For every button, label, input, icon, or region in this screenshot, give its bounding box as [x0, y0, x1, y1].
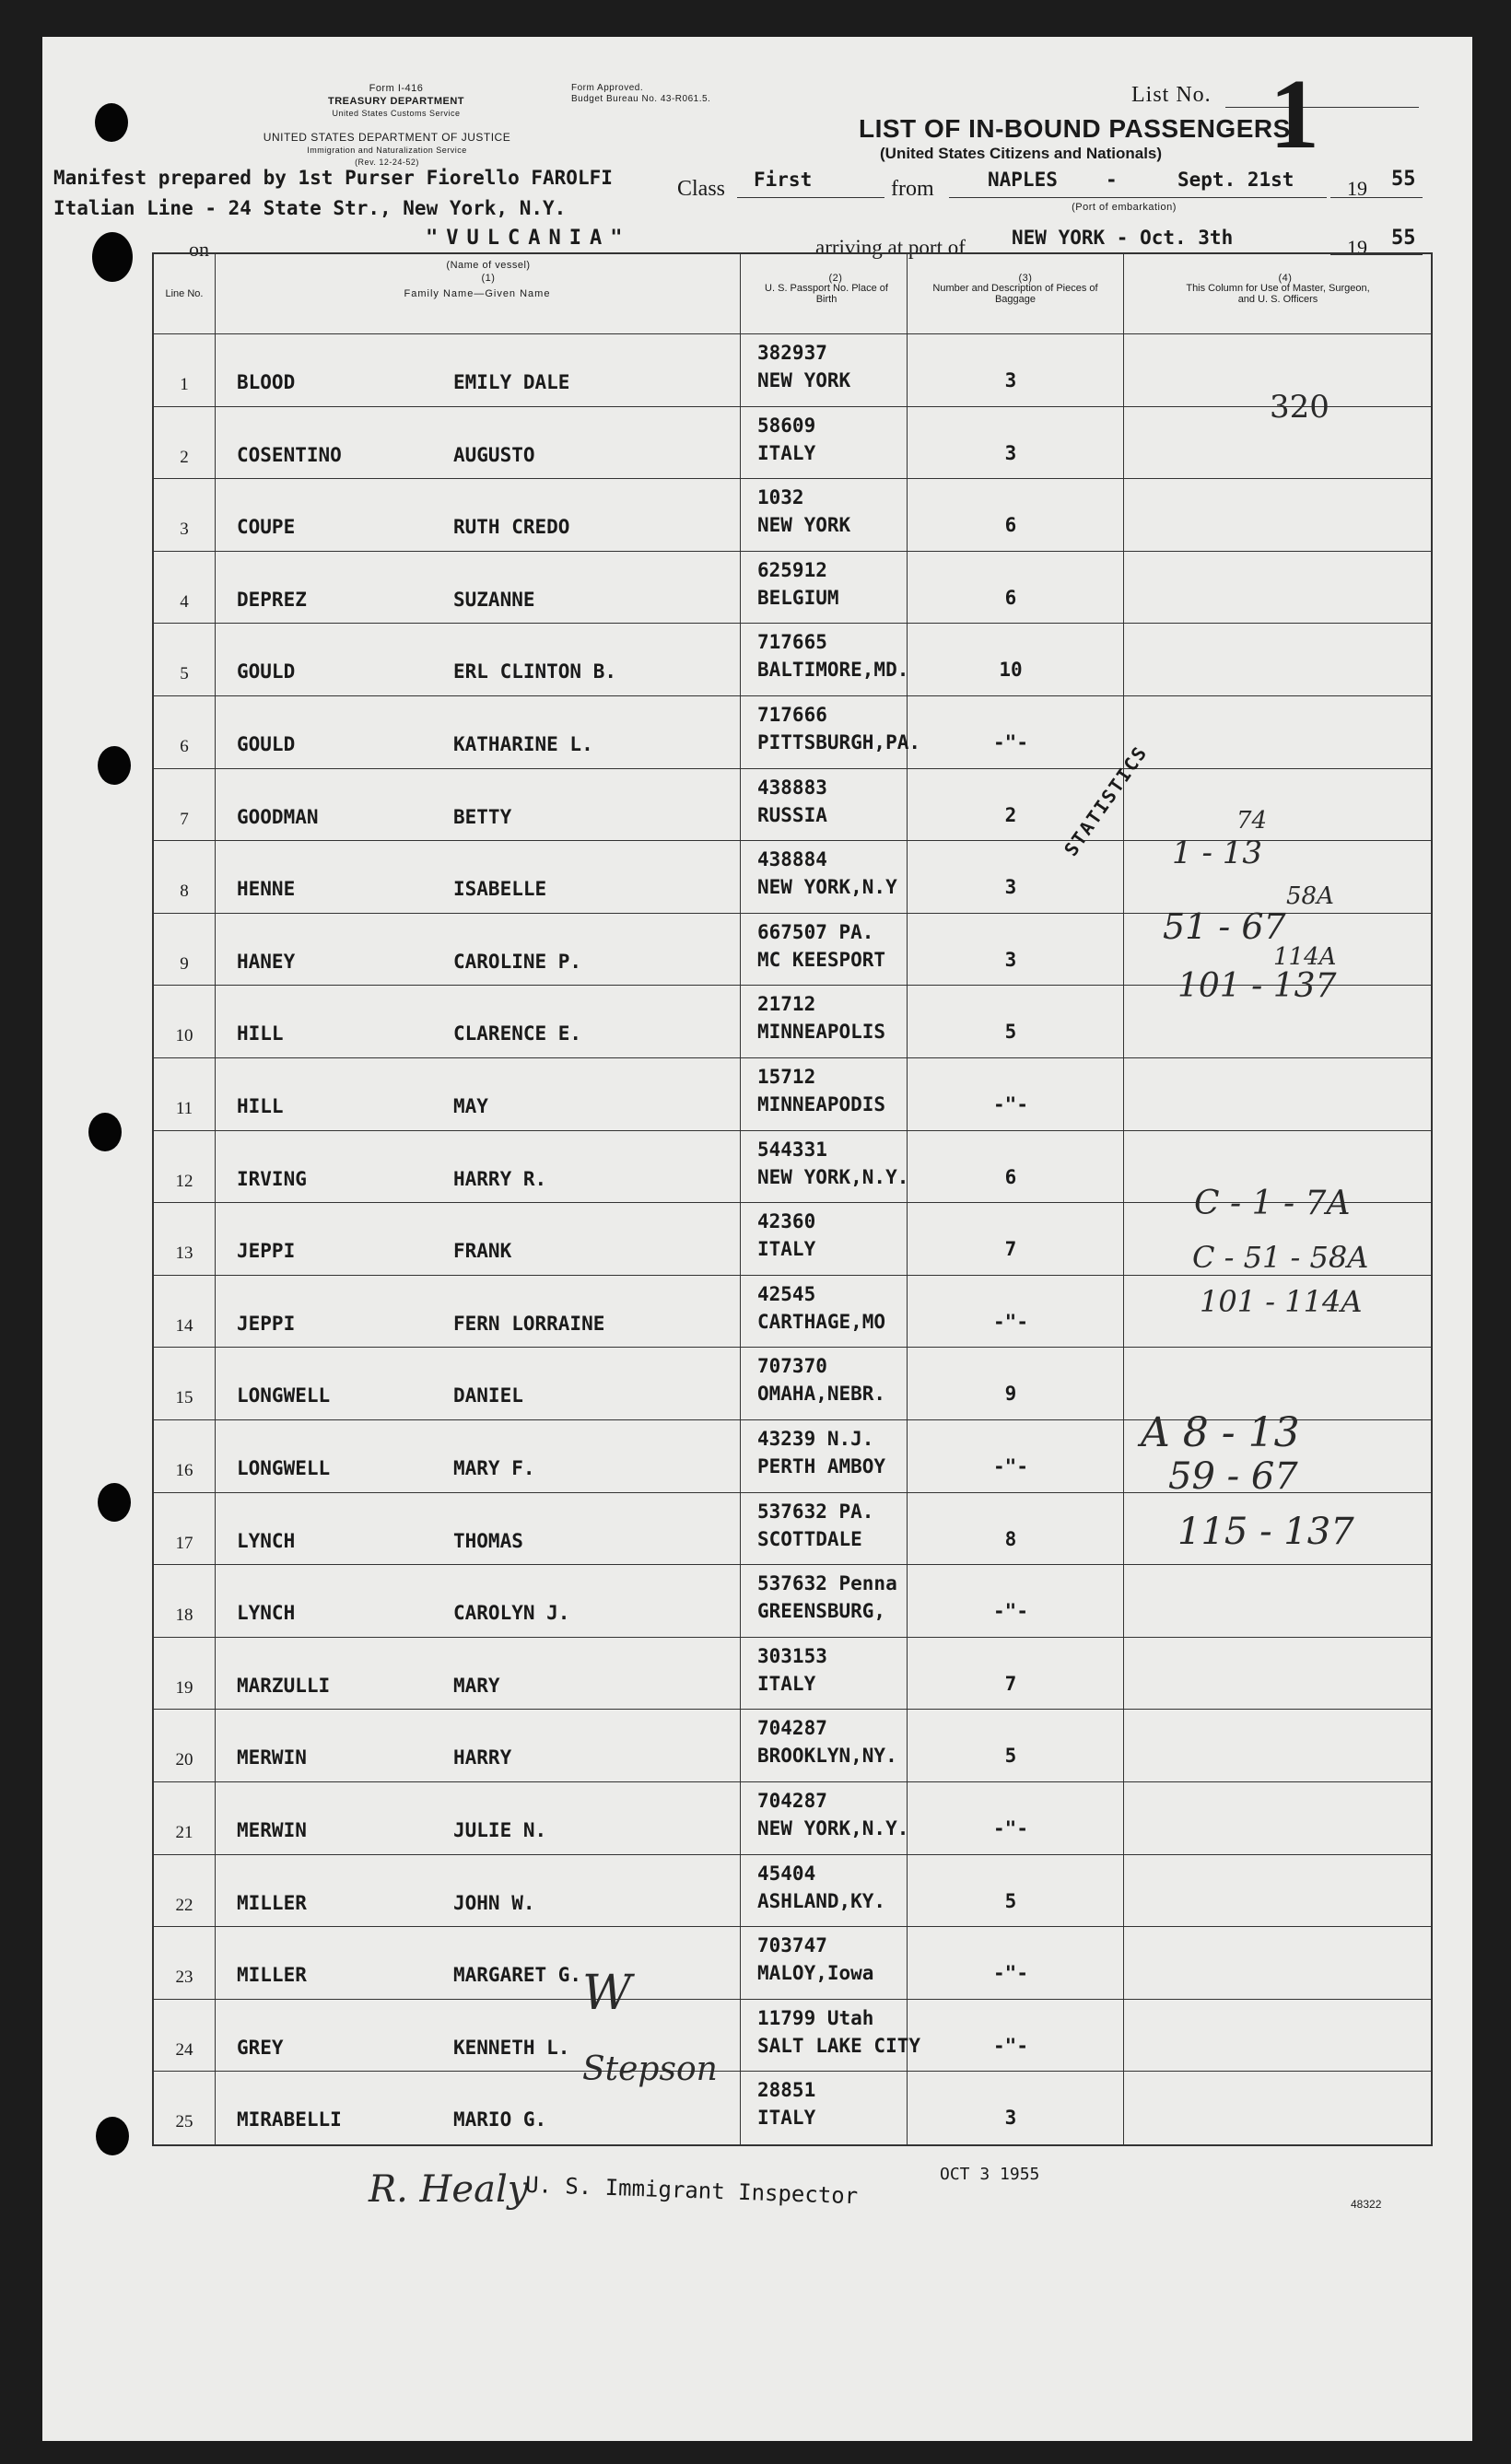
given-name: MARY F.: [453, 1457, 535, 1479]
ins-name: Immigration and Naturalization Service: [307, 146, 467, 155]
line-number: 15: [175, 1388, 193, 1408]
annotation-b2: C - 51 - 58A: [1192, 1240, 1369, 1275]
baggage-count: 3: [1004, 2107, 1017, 2130]
year-prefix: 19: [1347, 177, 1367, 200]
annotation-a5: 114A: [1273, 943, 1337, 971]
customs-name: United States Customs Service: [332, 109, 461, 118]
baggage-count: -"-: [993, 1962, 1028, 1985]
baggage-count: 8: [1004, 1527, 1017, 1550]
place-of-birth: NEW YORK,N.Y.: [757, 1165, 909, 1188]
place-of-birth: ITALY: [757, 1238, 816, 1261]
baggage-count: 3: [1004, 876, 1017, 899]
baggage-count: -"-: [993, 731, 1028, 753]
passport-no: 704287: [757, 1717, 827, 1740]
passport-no: 438883: [757, 776, 827, 799]
line-number: 2: [180, 447, 189, 467]
place-of-birth: CARTHAGE,MO: [757, 1310, 886, 1333]
revision: (Rev. 12-24-52): [355, 158, 419, 167]
line-number: 17: [175, 1533, 193, 1553]
given-name: CAROLYN J.: [453, 1602, 570, 1625]
place-of-birth: SALT LAKE CITY: [757, 2034, 921, 2057]
given-name: THOMAS: [453, 1529, 523, 1552]
passport-no: 42545: [757, 1282, 816, 1305]
place-of-birth: MC KEESPORT: [757, 948, 886, 971]
baggage-count: 7: [1004, 1672, 1017, 1695]
family-name: BLOOD: [237, 371, 296, 393]
passport-no: 707370: [757, 1355, 827, 1378]
place-of-birth: BELGIUM: [757, 586, 839, 609]
given-name: BETTY: [453, 805, 512, 828]
table-row: [154, 1781, 1431, 1855]
form-code: 48322: [1351, 2198, 1382, 2211]
departure-year: 55: [1391, 168, 1416, 191]
annotation-stepson: Stepson: [582, 2050, 718, 2088]
family-name: COUPE: [237, 516, 296, 539]
arrival-port-date: NEW YORK - Oct. 3th: [1012, 227, 1234, 249]
family-name: MARZULLI: [237, 1674, 331, 1697]
line-number: 14: [175, 1315, 193, 1336]
passport-no: 703747: [757, 1934, 827, 1957]
line-number: 11: [175, 1099, 193, 1118]
given-name: ERL CLINTON B.: [453, 660, 617, 683]
given-name: JOHN W.: [453, 1891, 535, 1914]
passport-no: 537632 PA.: [757, 1500, 874, 1523]
baggage-count: -"-: [993, 2034, 1028, 2057]
given-name: MAY: [453, 1095, 488, 1117]
place-of-birth: SCOTTDALE: [757, 1527, 862, 1550]
given-name: DANIEL: [453, 1384, 523, 1407]
given-name: MARY: [453, 1674, 500, 1697]
given-name: HARRY R.: [453, 1167, 547, 1190]
place-of-birth: RUSSIA: [757, 803, 827, 826]
family-name: LONGWELL: [237, 1384, 331, 1407]
place-of-birth: GREENSBURG,: [757, 1600, 886, 1623]
annotation-a6: 101 - 137: [1177, 967, 1337, 1005]
port-caption: (Port of embarkation): [1072, 202, 1177, 213]
table-row: [154, 333, 1431, 407]
line-number: 6: [180, 737, 189, 756]
statistics-stamp: STATISTICS: [1060, 741, 1153, 860]
baggage-count: -"-: [993, 1600, 1028, 1623]
place-of-birth: OMAHA,NEBR.: [757, 1383, 886, 1406]
annotation-320: 320: [1270, 389, 1329, 426]
col2-caption: (2): [828, 273, 843, 284]
baggage-count: 5: [1004, 1889, 1017, 1912]
form-title: LIST OF IN-BOUND PASSENGERS: [859, 114, 1291, 143]
list-no-label: List No.: [1131, 83, 1212, 107]
given-name: AUGUSTO: [453, 443, 535, 466]
stamp-date: OCT 3 1955: [940, 2165, 1040, 2184]
budget-no: Budget Bureau No. 43-R061.5.: [571, 94, 711, 104]
table-row: [154, 1637, 1431, 1711]
line-number: 9: [180, 953, 189, 974]
annotation-a3: 58A: [1286, 882, 1334, 910]
table-row: [154, 1854, 1431, 1928]
line-number: 10: [175, 1026, 193, 1046]
place-of-birth: NEW YORK: [757, 514, 851, 537]
given-name: MARGARET G.: [453, 1964, 582, 1987]
family-name: GOULD: [237, 733, 296, 755]
annotation-a2: 1 - 13: [1172, 835, 1262, 871]
baggage-count: 9: [1004, 1383, 1017, 1406]
family-name: MERWIN: [237, 1746, 307, 1769]
table-row: [154, 551, 1431, 625]
place-of-birth: PITTSBURGH,PA.: [757, 731, 921, 753]
baggage-count: 5: [1004, 1745, 1017, 1768]
line-number: 7: [180, 809, 189, 829]
line-number: 25: [175, 2112, 193, 2132]
baggage-count: 6: [1004, 1165, 1017, 1188]
inspector-title: U. S. Immigrant Inspector: [524, 2171, 859, 2210]
place-of-birth: NEW YORK,N.Y.: [757, 1817, 909, 1839]
line-number: 1: [180, 375, 189, 394]
header-baggage: Number and Description of Pieces of Baggage: [932, 283, 1098, 305]
family-name: MILLER: [237, 1891, 307, 1914]
passport-no: 625912: [757, 558, 827, 581]
place-of-birth: MALOY,Iowa: [757, 1962, 874, 1985]
family-name: IRVING: [237, 1167, 307, 1190]
family-name: HILL: [237, 1022, 284, 1045]
dept-name: TREASURY DEPARTMENT: [327, 96, 465, 107]
punch-hole: [98, 746, 131, 785]
vessel-caption: (Name of vessel): [446, 260, 531, 271]
given-name: EMILY DALE: [453, 371, 570, 393]
passport-no: 303153: [757, 1644, 827, 1667]
line-number: 18: [175, 1606, 193, 1626]
passport-no: 382937: [757, 342, 827, 364]
baggage-count: 2: [1004, 803, 1017, 826]
table-row: [154, 1564, 1431, 1638]
family-name: GOODMAN: [237, 805, 319, 828]
place-of-birth: PERTH AMBOY: [757, 1455, 886, 1477]
baggage-count: 6: [1004, 586, 1017, 609]
place-of-birth: ITALY: [757, 1672, 816, 1695]
table-row: [154, 623, 1431, 696]
line-number: 20: [175, 1750, 193, 1770]
annotation-c3: 115 - 137: [1177, 1511, 1354, 1553]
passport-no: 438884: [757, 848, 827, 871]
line-number: 8: [180, 882, 189, 902]
family-name: LYNCH: [237, 1602, 296, 1625]
punch-hole: [95, 103, 128, 142]
family-name: COSENTINO: [237, 443, 342, 466]
passport-no: 11799 Utah: [757, 2006, 874, 2029]
family-name: GOULD: [237, 660, 296, 683]
class-label: Class: [677, 177, 726, 201]
line-number: 21: [175, 1823, 193, 1842]
given-name: MARIO G.: [453, 2108, 547, 2131]
table-row: [154, 1057, 1431, 1131]
arrival-year: 55: [1391, 227, 1416, 250]
family-name: JEPPI: [237, 1312, 296, 1335]
given-name: ISABELLE: [453, 878, 547, 901]
family-name: MILLER: [237, 1964, 307, 1987]
given-name: KATHARINE L.: [453, 733, 593, 755]
place-of-birth: ITALY: [757, 2107, 816, 2130]
baggage-count: -"-: [993, 1817, 1028, 1839]
family-name: JEPPI: [237, 1240, 296, 1263]
on-label: on: [189, 238, 209, 261]
passport-no: 537632 Penna: [757, 1572, 897, 1595]
given-name: FRANK: [453, 1240, 512, 1263]
table-row: [154, 2071, 1431, 2144]
year-prefix-arrive: 19: [1347, 236, 1367, 259]
from-port: NAPLES: [988, 169, 1058, 191]
from-dash: -: [1106, 169, 1118, 191]
header-name: Family Name—Given Name: [404, 288, 551, 299]
annotation-c2: 59 - 67: [1168, 1455, 1298, 1498]
place-of-birth: NEW YORK: [757, 369, 851, 391]
punch-hole: [92, 232, 133, 282]
header-line-no: Line No.: [165, 288, 204, 299]
line-number: 16: [175, 1461, 193, 1480]
given-name: FERN LORRAINE: [453, 1312, 605, 1335]
passport-no: 1032: [757, 486, 804, 509]
family-name: HENNE: [237, 878, 296, 901]
place-of-birth: ASHLAND,KY.: [757, 1889, 886, 1912]
passport-no: 704287: [757, 1790, 827, 1812]
line-number: 23: [175, 1968, 193, 1988]
line-number: 19: [175, 1677, 193, 1698]
line-number: 5: [180, 664, 189, 684]
passport-no: 544331: [757, 1138, 827, 1161]
place-of-birth: NEW YORK,N.Y: [757, 876, 897, 899]
baggage-count: 6: [1004, 514, 1017, 537]
form-number: Form I-416: [369, 83, 424, 94]
given-name: KENNETH L.: [453, 2036, 570, 2059]
baggage-count: 3: [1004, 369, 1017, 391]
class-value: First: [754, 169, 813, 191]
family-name: MIRABELLI: [237, 2108, 342, 2131]
passport-no: 717665: [757, 631, 827, 654]
annotation-b1: C - 1 - 7A: [1194, 1185, 1351, 1222]
baggage-count: -"-: [993, 1455, 1028, 1477]
baggage-count: 5: [1004, 1021, 1017, 1044]
family-name: DEPREZ: [237, 588, 307, 611]
passport-no: 15712: [757, 1066, 816, 1088]
given-name: SUZANNE: [453, 588, 535, 611]
table-row: [154, 478, 1431, 552]
manifest-prepared-by: Manifest prepared by 1st Purser Fiorello FAROLFI: [53, 167, 613, 189]
passport-no: 43239 N.J.: [757, 1428, 874, 1450]
passport-no: 28851: [757, 2079, 816, 2102]
passport-no: 717666: [757, 704, 827, 726]
family-name: MERWIN: [237, 1819, 307, 1841]
table-row: [154, 1709, 1431, 1782]
family-name: HANEY: [237, 950, 296, 973]
punch-hole: [88, 1113, 122, 1151]
given-name: JULIE N.: [453, 1819, 547, 1841]
family-name: LONGWELL: [237, 1457, 331, 1479]
passport-no: 45404: [757, 1862, 816, 1885]
line-number: 4: [180, 591, 189, 612]
table-row: [154, 695, 1431, 769]
given-name: HARRY: [453, 1746, 512, 1769]
line-number: 22: [175, 1895, 193, 1915]
arriving-label: arriving at port of: [815, 236, 966, 259]
table-row: [154, 1999, 1431, 2073]
vessel-name: "VULCANIA": [426, 227, 631, 250]
inspector-signature: R. Healy: [369, 2168, 529, 2211]
line-number: 3: [180, 520, 189, 540]
baggage-count: 3: [1004, 948, 1017, 971]
annotation-c1: A 8 - 13: [1141, 1409, 1300, 1456]
line-number: 13: [175, 1244, 193, 1264]
departure-date: Sept. 21st: [1177, 169, 1294, 191]
line-number: 12: [175, 1171, 193, 1191]
table-row: [154, 1926, 1431, 2000]
col4-caption: (4): [1278, 273, 1293, 284]
place-of-birth: MINNEAPODIS: [757, 1093, 886, 1115]
form-approved: Form Approved.: [571, 83, 644, 93]
passport-no: 667507 PA.: [757, 920, 874, 943]
manifest-address: Italian Line - 24 State Str., New York, N.Y.: [53, 197, 567, 219]
annotation-b3: 101 - 114A: [1200, 1284, 1363, 1319]
place-of-birth: BALTIMORE,MD.: [757, 659, 909, 682]
given-name: CAROLINE P.: [453, 950, 582, 973]
passport-no: 21712: [757, 993, 816, 1016]
given-name: RUTH CREDO: [453, 516, 570, 539]
baggage-count: 3: [1004, 441, 1017, 464]
place-of-birth: BROOKLYN,NY.: [757, 1745, 897, 1768]
header-officers: This Column for Use of Master, Surgeon, and U. S. Officers: [1186, 283, 1370, 305]
family-name: HILL: [237, 1095, 284, 1117]
form-subtitle: (United States Citizens and Nationals): [880, 145, 1163, 162]
baggage-count: -"-: [993, 1310, 1028, 1333]
passport-no: 42360: [757, 1210, 816, 1233]
place-of-birth: ITALY: [757, 441, 816, 464]
punch-hole: [98, 1483, 131, 1522]
header-passport: U. S. Passport No. Place of Birth: [765, 283, 888, 305]
col3-caption: (3): [1018, 273, 1033, 284]
annotation-a4: 51 - 67: [1163, 906, 1286, 947]
punch-hole: [96, 2117, 129, 2155]
given-name: CLARENCE E.: [453, 1022, 582, 1045]
col1-caption: (1): [481, 273, 496, 284]
list-no-value: 1: [1270, 60, 1319, 169]
passport-no: 58609: [757, 414, 816, 437]
place-of-birth: MINNEAPOLIS: [757, 1021, 886, 1044]
annotation-w: W: [582, 1966, 632, 2021]
from-label: from: [891, 177, 934, 201]
justice-name: UNITED STATES DEPARTMENT OF JUSTICE: [263, 131, 511, 144]
family-name: LYNCH: [237, 1529, 296, 1552]
line-number: 24: [175, 2039, 193, 2060]
baggage-count: 7: [1004, 1238, 1017, 1261]
family-name: GREY: [237, 2036, 284, 2059]
baggage-count: 10: [999, 659, 1023, 682]
baggage-count: -"-: [993, 1093, 1028, 1115]
table-row: [154, 406, 1431, 480]
annotation-a1: 74: [1236, 807, 1268, 835]
